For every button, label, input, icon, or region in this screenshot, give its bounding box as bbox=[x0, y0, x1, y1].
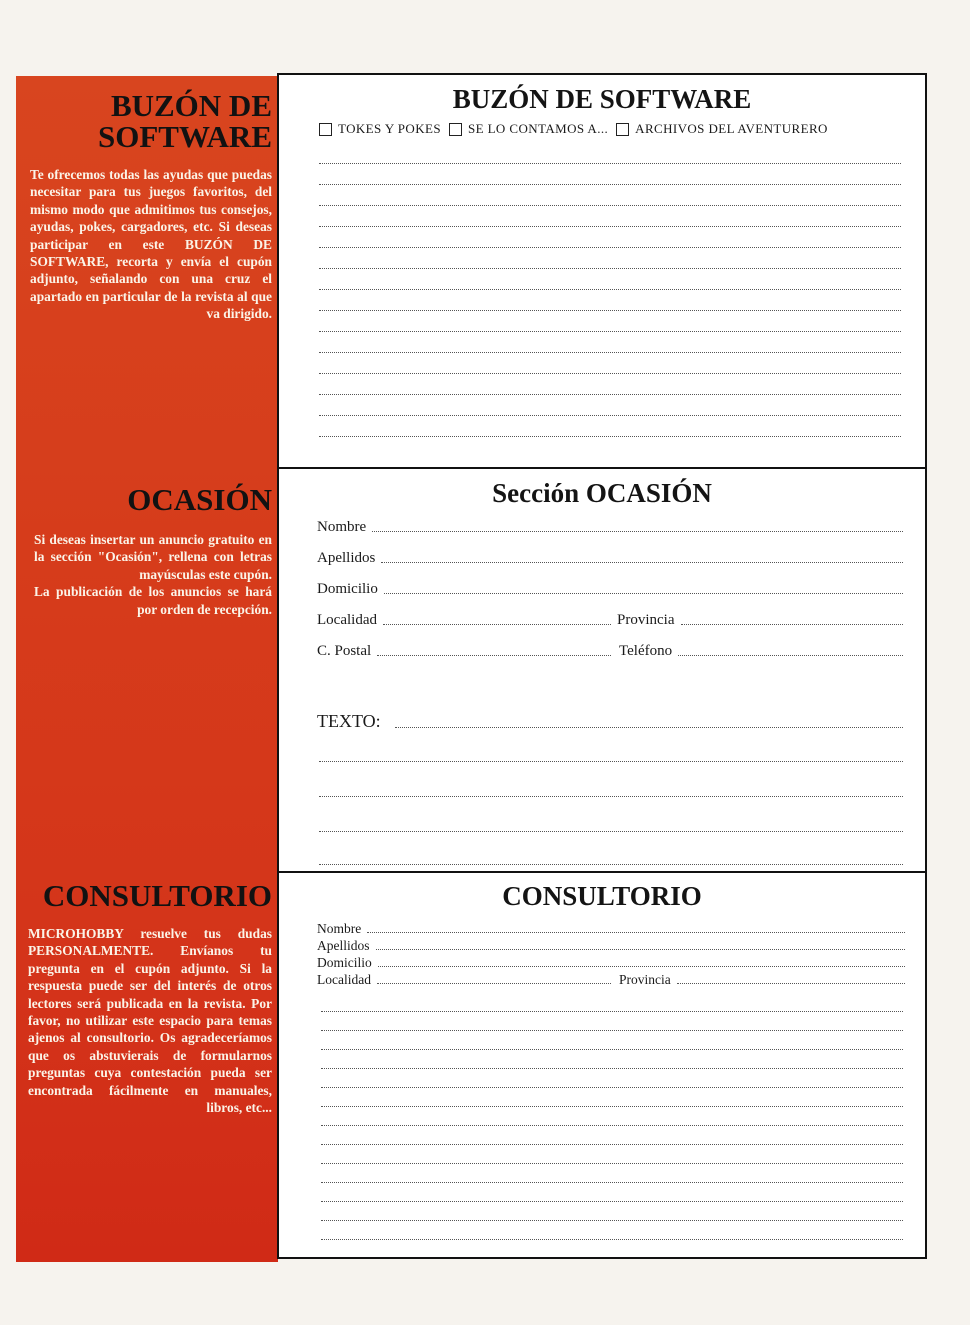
write-line[interactable] bbox=[321, 1144, 903, 1145]
buzon-description: Te ofrecemos todas las ayudas que puedas necesitar para tus juegos favoritos, del mismo modo que admitimos tus consejos, ayudas, pokes, cargadores, etc. Si deseas participar en este BUZÓN DE SOFTWARE, recorta y envía el cupón adjunto, señalando con una cruz el apartado en particular de la revista al que va dirigido. bbox=[30, 167, 272, 322]
write-line[interactable] bbox=[321, 1201, 903, 1202]
texto-line[interactable] bbox=[319, 831, 903, 832]
cpostal-field[interactable] bbox=[317, 643, 611, 660]
write-line[interactable] bbox=[321, 1011, 903, 1012]
texto-label: TEXTO: bbox=[317, 711, 381, 731]
write-line[interactable] bbox=[319, 436, 901, 437]
checkbox-icon[interactable] bbox=[616, 123, 629, 136]
write-line[interactable] bbox=[319, 289, 901, 290]
provincia-label: Provincia bbox=[617, 612, 675, 628]
write-line[interactable] bbox=[319, 268, 901, 269]
left-sidebar bbox=[16, 76, 278, 1262]
write-line[interactable] bbox=[319, 373, 901, 374]
localidad-label: Localidad bbox=[317, 612, 377, 628]
write-line[interactable] bbox=[319, 331, 901, 332]
consultorio-localidad-label: Localidad bbox=[317, 972, 371, 987]
write-line[interactable] bbox=[319, 163, 901, 164]
texto-line[interactable] bbox=[319, 796, 903, 797]
consultorio-nombre-label: Nombre bbox=[317, 921, 362, 936]
consultorio-intro bbox=[16, 880, 278, 1116]
write-line[interactable] bbox=[321, 1125, 903, 1126]
write-line[interactable] bbox=[321, 1163, 903, 1164]
consultorio-description: MICROHOBBY resuelve tus dudas PERSONALMENTE. Envíanos tu pregunta en el cupón adjunto. Si la respuesta puede ser del interés de otros lectores será publicada en la revista. Por favor, no utilizar este espacio para temas ajenos al consultorio. Os agradeceríamos que os abstuvierais de formularnos preguntas cuya contestación pueda ser encontrada fácilmente en manuales, libros, etc... bbox=[28, 926, 272, 1116]
write-line[interactable] bbox=[321, 1220, 903, 1221]
write-line[interactable] bbox=[319, 184, 901, 185]
buzon-coupon-title: BUZÓN DE SOFTWARE bbox=[452, 84, 752, 114]
consultorio-heading: CONSULTORIO bbox=[42, 878, 272, 913]
write-line[interactable] bbox=[319, 394, 901, 395]
ocasion-description: Si deseas insertar un anuncio gratuito en la sección "Ocasión", rellena con letras mayúsculas este cupón. La publicación de los anuncios se hará por orden de recepción. bbox=[34, 532, 272, 617]
buzon-options bbox=[319, 121, 925, 137]
telefono-label: Teléfono bbox=[619, 643, 673, 659]
consultorio-provincia-field[interactable] bbox=[619, 972, 905, 988]
consultorio-apellidos-label: Apellidos bbox=[317, 938, 370, 953]
apellidos-label: Apellidos bbox=[317, 550, 376, 566]
ocasion-coupon bbox=[277, 467, 927, 873]
provincia-field[interactable] bbox=[617, 612, 903, 629]
write-line[interactable] bbox=[321, 1068, 903, 1069]
write-line[interactable] bbox=[321, 1239, 903, 1240]
write-line[interactable] bbox=[321, 1049, 903, 1050]
domicilio-label: Domicilio bbox=[317, 581, 378, 597]
texto-line[interactable] bbox=[319, 864, 903, 865]
nombre-field[interactable] bbox=[317, 519, 903, 536]
domicilio-field[interactable] bbox=[317, 581, 903, 598]
texto-line[interactable] bbox=[319, 761, 903, 762]
ocasion-heading: OCASIÓN bbox=[127, 482, 272, 517]
buzon-coupon bbox=[277, 73, 927, 469]
ocasion-intro bbox=[16, 484, 278, 618]
write-line[interactable] bbox=[321, 1106, 903, 1107]
write-line[interactable] bbox=[321, 1182, 903, 1183]
write-line[interactable] bbox=[321, 1030, 903, 1031]
write-line[interactable] bbox=[319, 310, 901, 311]
consultorio-domicilio-field[interactable] bbox=[317, 955, 905, 971]
consultorio-provincia-label: Provincia bbox=[619, 972, 671, 987]
consultorio-domicilio-label: Domicilio bbox=[317, 955, 372, 970]
buzon-heading: BUZÓN DE SOFTWARE bbox=[98, 88, 272, 154]
consultorio-coupon bbox=[277, 871, 927, 1259]
consultorio-coupon-title: CONSULTORIO bbox=[502, 881, 702, 911]
write-line[interactable] bbox=[319, 247, 901, 248]
apellidos-field[interactable] bbox=[317, 550, 903, 567]
write-line[interactable] bbox=[319, 415, 901, 416]
texto-field[interactable] bbox=[317, 711, 903, 732]
buzon-intro bbox=[16, 90, 278, 323]
nombre-label: Nombre bbox=[317, 519, 367, 535]
checkbox-icon[interactable] bbox=[449, 123, 462, 136]
write-line[interactable] bbox=[321, 1087, 903, 1088]
option-archivos-aventurero[interactable]: ARCHIVOS DEL AVENTURERO bbox=[616, 121, 828, 137]
consultorio-apellidos-field[interactable] bbox=[317, 938, 905, 954]
ocasion-coupon-title: Sección OCASIÓN bbox=[492, 478, 712, 508]
write-line[interactable] bbox=[319, 352, 901, 353]
localidad-field[interactable] bbox=[317, 612, 611, 629]
consultorio-localidad-field[interactable] bbox=[317, 972, 611, 988]
cpostal-label: C. Postal bbox=[317, 643, 372, 659]
checkbox-icon[interactable] bbox=[319, 123, 332, 136]
option-se-lo-contamos[interactable]: SE LO CONTAMOS A... bbox=[449, 121, 608, 137]
consultorio-nombre-field[interactable] bbox=[317, 921, 905, 937]
write-line[interactable] bbox=[319, 205, 901, 206]
write-line[interactable] bbox=[319, 226, 901, 227]
telefono-field[interactable] bbox=[619, 643, 903, 660]
option-tokes-pokes[interactable]: TOKES Y POKES bbox=[319, 121, 441, 137]
